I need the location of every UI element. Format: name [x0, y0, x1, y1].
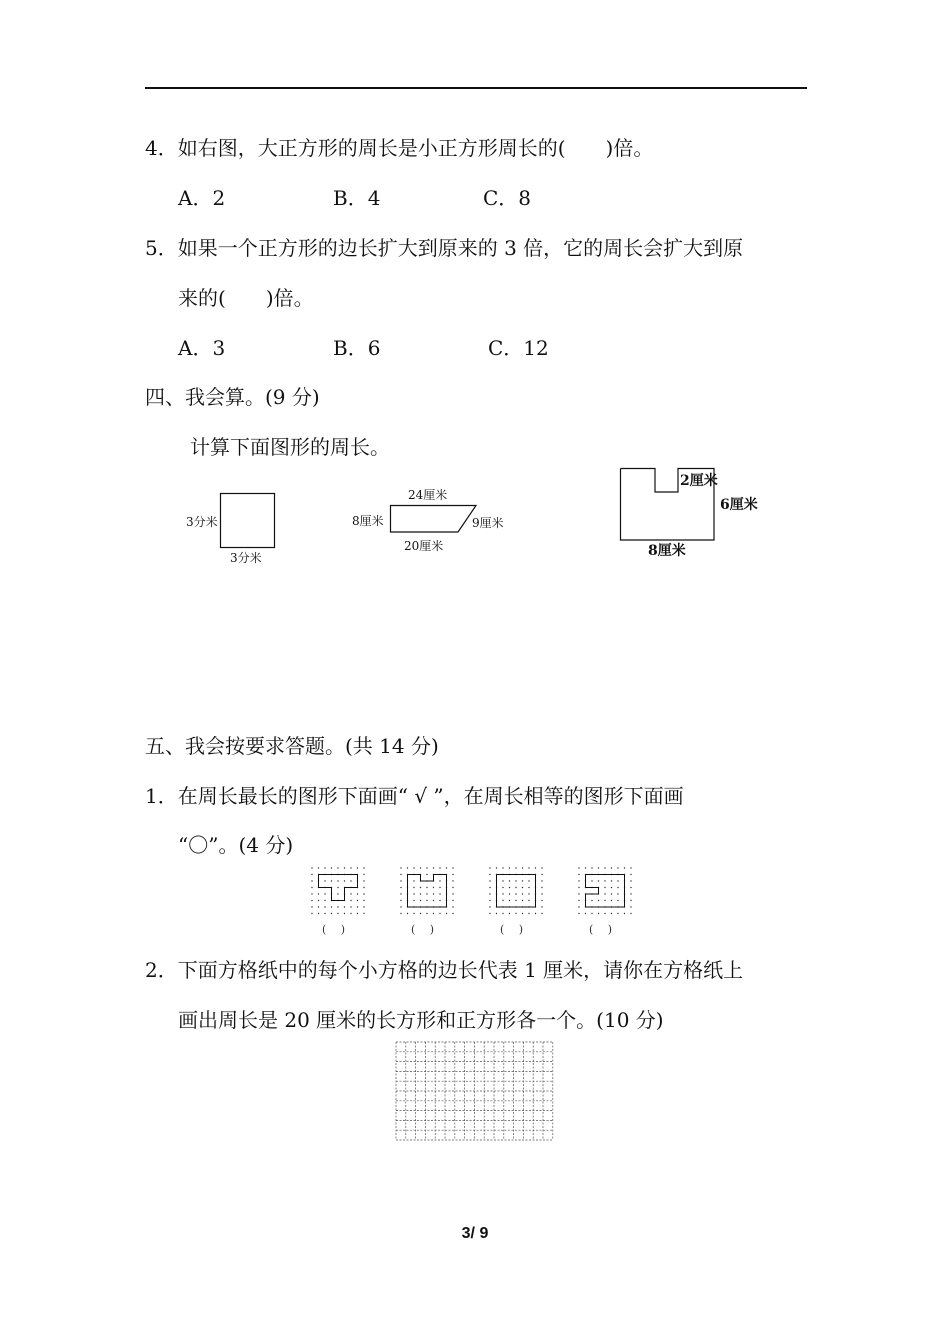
- dot-grid-figure-2: [400, 867, 453, 914]
- section-5-q1-text-line1: 在周长最长的图形下面画“ √ ”，在周长相等的图形下面画: [177, 784, 684, 808]
- section-5-title: 五、我会按要求答题。(共 14 分): [145, 734, 439, 758]
- figure-square-bottom-label: 3分米: [230, 551, 262, 565]
- dot-grid-figure-4: [578, 867, 631, 914]
- question-4-option-c[interactable]: C．8: [483, 186, 532, 210]
- dot-grid-shape-4: [586, 875, 625, 908]
- question-5-option-c[interactable]: C．12: [488, 336, 549, 360]
- question-5-line2: [178, 286, 314, 310]
- section-4-instruction: 计算下面图形的周长。: [190, 435, 390, 459]
- question-5-text-before: 来的(: [178, 286, 226, 310]
- figure-square: [220, 493, 276, 549]
- answer-blank-2[interactable]: ( ): [411, 923, 435, 936]
- section-5-q1-line1: [145, 784, 684, 808]
- grid-paper[interactable]: [396, 1042, 554, 1140]
- dot-grid-figure-3: [489, 867, 542, 914]
- question-5-number: 5．: [145, 236, 178, 260]
- figure-trapezoid-bottom-label: 20厘米: [404, 539, 444, 553]
- dot-grid-shape-2: [408, 875, 447, 908]
- figure-notched-right-label: 6厘米: [720, 497, 758, 513]
- figure-trapezoid-left-label: 8厘米: [352, 514, 384, 528]
- section-4-title: 四、我会算。(9 分): [145, 385, 320, 409]
- question-5-option-b[interactable]: B．6: [333, 336, 381, 360]
- dot-grid-figure-1: [311, 867, 364, 914]
- header-rule: [145, 87, 807, 89]
- answer-blank-1[interactable]: ( ): [322, 923, 346, 936]
- question-4-option-a[interactable]: A．2: [178, 186, 226, 210]
- section-5-q1-line2: “〇”。(4 分): [178, 833, 294, 857]
- answer-blank-3[interactable]: ( ): [500, 923, 524, 936]
- figure-notched-bottom-label: 8厘米: [648, 543, 686, 559]
- answer-blank-4[interactable]: ( ): [589, 923, 613, 936]
- figure-notched-notch-label: 2厘米: [680, 473, 718, 489]
- question-5-text-after: )倍。: [265, 286, 314, 310]
- page-number: 3/ 9: [461, 1225, 489, 1242]
- question-5-option-a[interactable]: A．3: [178, 336, 226, 360]
- section-5-q2-number: 2．: [145, 958, 178, 982]
- figure-trapezoid-top-label: 24厘米: [408, 488, 448, 502]
- section-5-q2-line1: [145, 958, 743, 982]
- question-5-text-line1: 如果一个正方形的边长扩大到原来的 3 倍，它的周长会扩大到原: [177, 236, 744, 260]
- question-4-text-before: 如右图，大正方形的周长是小正方形周长的(: [177, 136, 566, 160]
- question-5-line1: [145, 236, 743, 260]
- question-4-text-after: )倍。: [605, 136, 654, 160]
- section-5-q1-number: 1．: [145, 784, 178, 808]
- question-4-number: 4．: [145, 136, 178, 160]
- section-5-q2-text-line1: 下面方格纸中的每个小方格的边长代表 1 厘米，请你在方格纸上: [177, 958, 744, 982]
- figure-square-left-label: 3分米: [186, 515, 218, 529]
- question-4: [145, 136, 653, 160]
- figure-trapezoid: [390, 505, 480, 535]
- section-5-q2-line2: 画出周长是 20 厘米的长方形和正方形各一个。(10 分): [178, 1008, 664, 1032]
- figure-trapezoid-right-label: 9厘米: [472, 516, 504, 530]
- dot-grid-figures: [310, 866, 640, 920]
- question-4-option-b[interactable]: B．4: [333, 186, 381, 210]
- dot-grid-shape-3: [497, 875, 536, 908]
